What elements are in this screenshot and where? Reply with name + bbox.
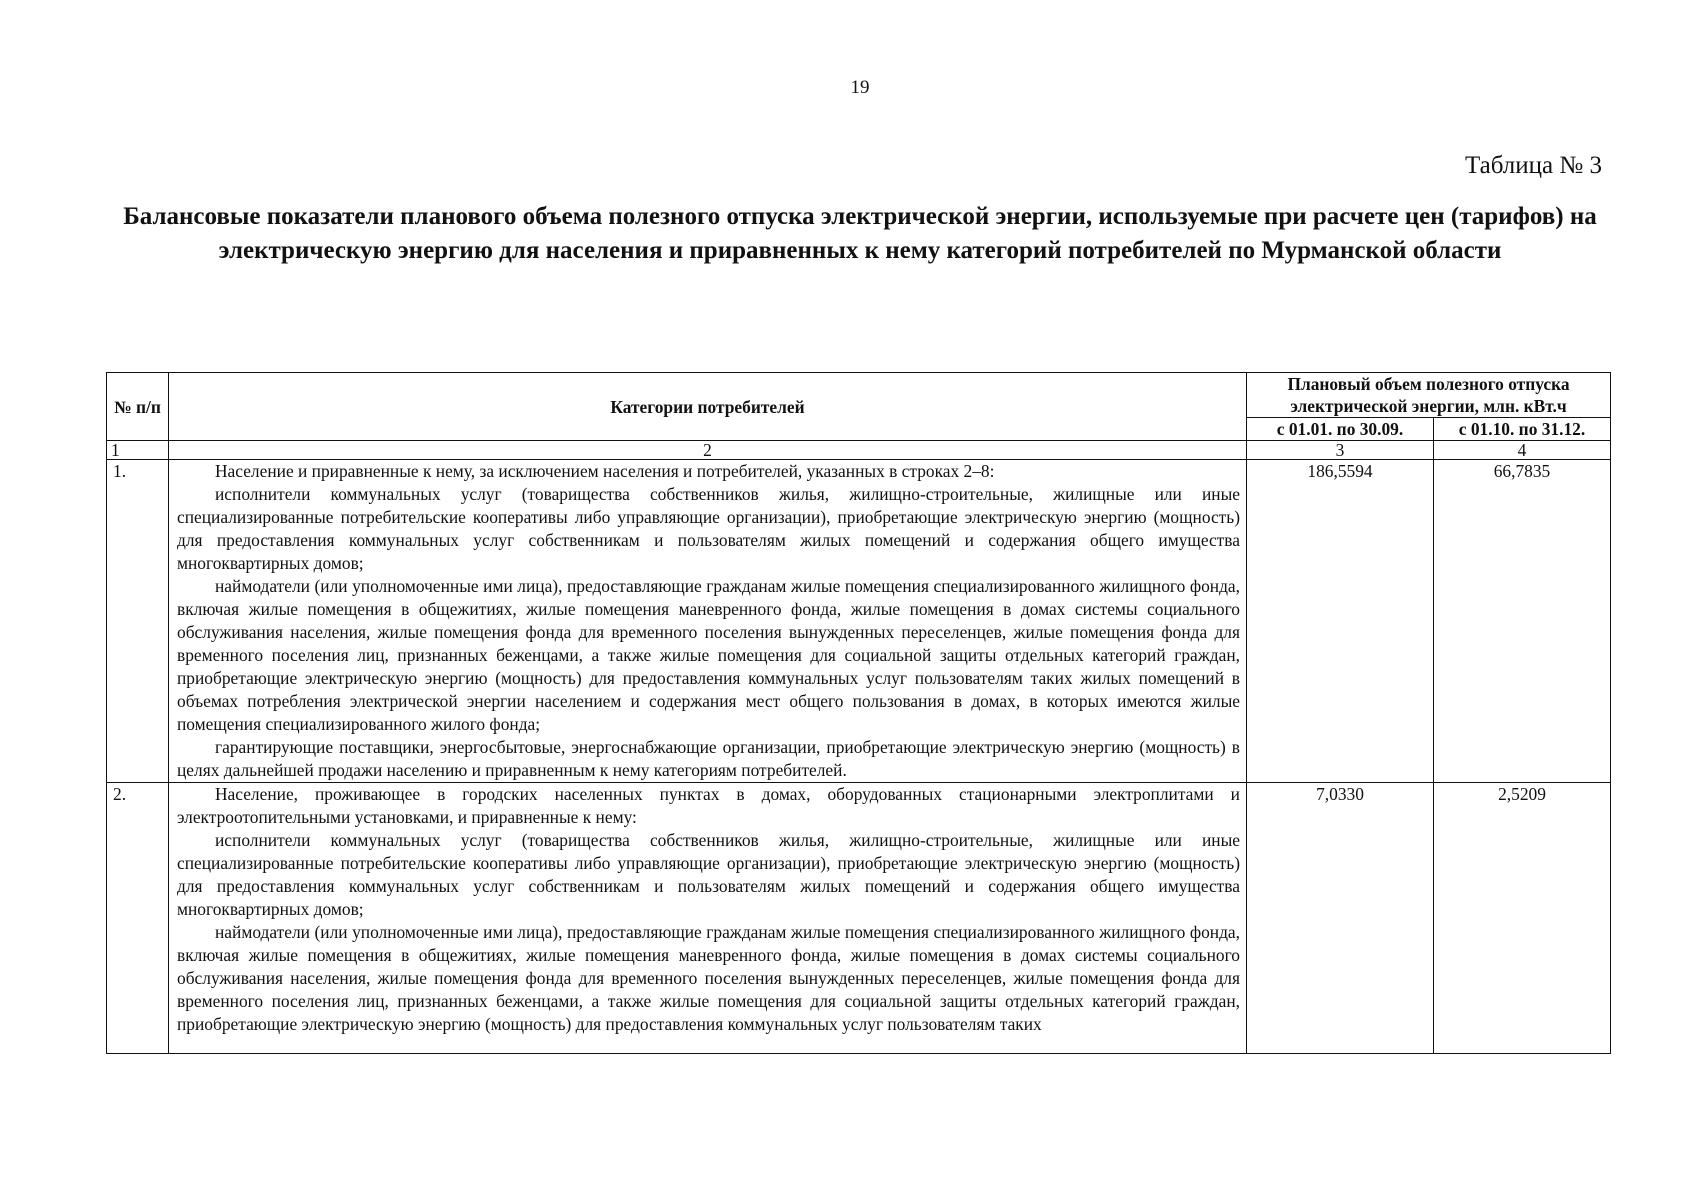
table-row — [107, 783, 1611, 1054]
row-category-paragraph: исполнители коммунальных услуг (товарищества собственников жилья, жилищно-строительные, жилищные или иные специализированные потребительские кооперативы либо управляющие организации), приобретающие электрическую энергию (мощность) для предоставления коммунальных услуг собственникам и пользователям жилых помещений и содержания общего имущества многоквартирных домов; — [177, 484, 1240, 573]
column-number-4: 4 — [1434, 441, 1611, 460]
column-number-2: 2 — [169, 441, 1247, 460]
row-value-period-2: 2,5209 — [1434, 783, 1611, 1054]
table-row — [107, 460, 1611, 783]
table-label: Таблица № 3 — [1464, 152, 1602, 179]
row-category-clip — [177, 783, 1240, 1036]
row-index: 1. — [107, 460, 169, 783]
row-category — [169, 460, 1247, 783]
row-index: 2. — [107, 783, 169, 1054]
header-period-2: с 01.10. по 31.12. — [1434, 418, 1611, 441]
document-title: Балансовые показатели планового объема полезного отпуска электрической энергии, используемые при расчете цен (тарифов) на электрическую энергию для населения и приравненных к нему категорий потребителей по Мурманской области — [123, 203, 1597, 264]
row-category-paragraph: гарантирующие поставщики, энергосбытовые, энергоснабжающие организации, приобретающие электрическую энергию (мощность) в целях дальнейшей продажи населению и приравненным к нему категориям потребителей. — [177, 737, 1240, 780]
column-number-row — [107, 441, 1611, 460]
balance-table-container — [106, 372, 1610, 1054]
row-category-paragraph: наймодатели (или уполномоченные ими лица), предоставляющие гражданам жилые помещения специализированного жилищного фонда, включая жилые помещения в общежитиях, жилые помещения маневренного фонда, жилые помещения в домах системы социального обслуживания населения, жилые помещения фонда для временного поселения вынужденных переселенцев, жилые помещения фонда для временного поселения лиц, признанных беженцами, а также жилые помещения для социальной защиты отдельных категорий граждан, приобретающие электрическую энергию (мощность) для предоставления коммунальных услуг пользователям таких — [177, 922, 1240, 1034]
balance-table — [106, 372, 1611, 1054]
row-value-period-2: 66,7835 — [1434, 460, 1611, 783]
page-number: 19 — [850, 77, 870, 98]
header-period-1: с 01.01. по 30.09. — [1247, 418, 1434, 441]
header-row — [107, 373, 1611, 418]
row-category-paragraph: исполнители коммунальных услуг (товарищества собственников жилья, жилищно-строительные, жилищные или иные специализированные потребительские кооперативы либо управляющие организации), приобретающие электрическую энергию (мощность) для предоставления коммунальных услуг собственникам и пользователям жилых помещений и содержания общего имущества многоквартирных домов; — [177, 830, 1240, 919]
header-num: № п/п — [107, 373, 169, 441]
row-category-paragraph: наймодатели (или уполномоченные ими лица), предоставляющие гражданам жилые помещения специализированного жилищного фонда, включая жилые помещения в общежитиях, жилые помещения маневренного фонда, жилые помещения в домах системы социального обслуживания населения, жилые помещения фонда для временного поселения вынужденных переселенцев, жилые помещения фонда для временного поселения лиц, признанных беженцами, а также жилые помещения для социальной защиты отдельных категорий граждан, приобретающие электрическую энергию (мощность) для предоставления коммунальных услуг пользователям таких жилых помещений в объемах потребления электрической энергии населением и содержания мест общего пользования в домах, в которых имеются жилые помещения специализированного жилого фонда; — [177, 576, 1240, 734]
column-number-1: 1 — [107, 441, 169, 460]
header-category: Категории потребителей — [169, 373, 1247, 441]
row-category-paragraph: Население, проживающее в городских населенных пунктах в домах, оборудованных стационарными электроплитами и электроотопительными установками, и приравненные к нему: — [177, 784, 1240, 827]
row-value-period-1: 186,5594 — [1247, 460, 1434, 783]
header-volume: Плановый объем полезного отпуска электрической энергии, млн. кВт.ч — [1247, 373, 1611, 418]
row-value-period-1: 7,0330 — [1247, 783, 1434, 1054]
row-category-paragraph: Население и приравненные к нему, за исключением населения и потребителей, указанных в строках 2–8: — [215, 461, 995, 481]
column-number-3: 3 — [1247, 441, 1434, 460]
row-category — [169, 783, 1247, 1054]
